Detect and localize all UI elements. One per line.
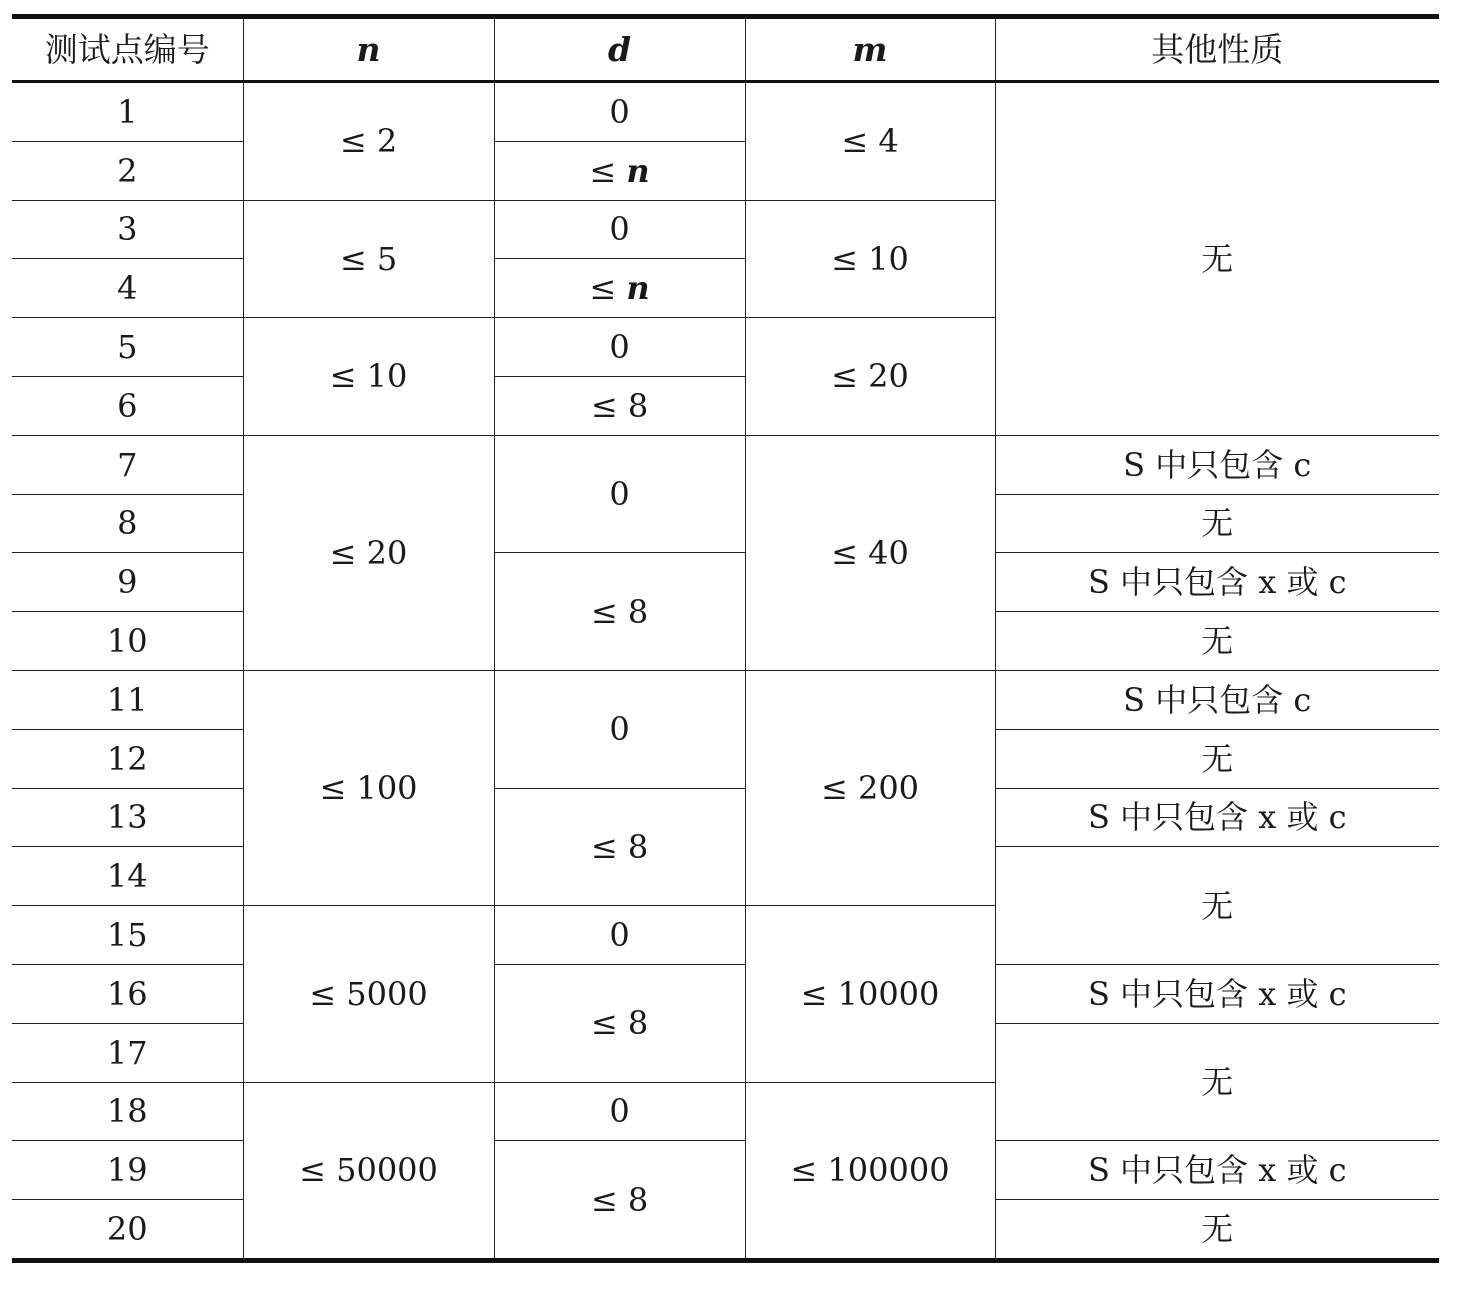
other-cell [995, 82, 1439, 436]
test-id-cell [12, 318, 243, 377]
test-id-cell-text: 4 [117, 269, 138, 308]
d-cell-text: ≤ 8 [590, 1180, 649, 1219]
d-cell-text: ≤ 8 [590, 1004, 649, 1043]
d-cell [494, 259, 745, 318]
m-cell [745, 435, 995, 670]
other-cell-text: 无 [1201, 504, 1234, 543]
m-cell [745, 318, 995, 436]
other-cell-text: S 中只包含 x 或 c [1087, 1151, 1347, 1190]
header-n: n [243, 17, 494, 82]
n-cell-text: ≤ 2 [339, 122, 398, 161]
m-cell-text: ≤ 10000 [800, 974, 940, 1013]
test-id-cell-text: 6 [117, 386, 138, 425]
n-cell [243, 435, 494, 670]
other-cell-text: 无 [1201, 1210, 1234, 1249]
m-cell [745, 200, 995, 318]
test-id-cell-text: 8 [117, 504, 138, 543]
d-cell-text: ≤ 8 [590, 592, 649, 631]
test-data-table [12, 14, 1439, 1263]
d-cell [494, 1082, 745, 1141]
d-cell-text: 0 [609, 210, 630, 249]
table-row [12, 670, 1439, 729]
n-cell-text: ≤ 5000 [309, 974, 428, 1013]
table-row [12, 82, 1439, 142]
other-cell-text: 无 [1201, 1063, 1234, 1102]
test-id-cell-text: 17 [106, 1033, 148, 1072]
test-id-cell [12, 1200, 243, 1261]
n-cell-text: ≤ 50000 [299, 1151, 438, 1190]
test-id-cell-text: 3 [117, 210, 138, 249]
n-cell [243, 82, 494, 201]
other-cell [995, 612, 1439, 671]
d-cell [494, 200, 745, 259]
d-cell [494, 435, 745, 553]
other-cell [995, 553, 1439, 612]
test-id-cell-text: 13 [106, 798, 148, 837]
test-id-cell [12, 141, 243, 200]
table-row [12, 435, 1439, 494]
var-n: n [626, 269, 650, 308]
header-d: d [494, 17, 745, 82]
d-cell [494, 376, 745, 435]
m-cell [745, 1082, 995, 1260]
table-body [12, 82, 1439, 1261]
d-cell-text: 0 [609, 916, 630, 955]
test-id-cell [12, 553, 243, 612]
table-row [12, 788, 1439, 847]
d-cell-text: ≤ 8 [590, 386, 649, 425]
m-cell-text: ≤ 20 [831, 357, 909, 396]
d-cell [494, 670, 745, 788]
d-cell-text: ≤ n [589, 269, 650, 308]
test-id-cell-text: 2 [117, 151, 138, 190]
other-cell-text: 无 [1201, 239, 1234, 278]
other-cell [995, 788, 1439, 847]
other-cell [995, 1023, 1439, 1141]
m-cell [745, 906, 995, 1082]
d-cell-text: 0 [609, 328, 630, 367]
header-test-id: 测试点编号 [12, 17, 243, 82]
table-row [12, 553, 1439, 612]
test-id-cell-text: 9 [117, 563, 138, 602]
d-cell [494, 141, 745, 200]
other-cell [995, 964, 1439, 1023]
n-cell [243, 670, 494, 905]
header-other: 其他性质 [995, 17, 1439, 82]
var-n: n [626, 151, 650, 190]
d-cell [494, 82, 745, 142]
d-cell [494, 906, 745, 965]
other-cell-text: 无 [1201, 886, 1234, 925]
test-id-cell-text: 12 [106, 739, 148, 778]
m-cell-text: ≤ 4 [841, 122, 899, 161]
d-cell-text: 0 [609, 475, 630, 514]
other-cell [995, 847, 1439, 965]
d-cell-text: ≤ n [589, 151, 650, 190]
n-cell [243, 1082, 494, 1260]
n-cell [243, 200, 494, 318]
test-id-cell [12, 847, 243, 906]
table-row [12, 1141, 1439, 1200]
other-cell-text: S 中只包含 x 或 c [1087, 798, 1347, 837]
test-id-cell [12, 200, 243, 259]
test-id-cell-text: 14 [106, 857, 148, 896]
m-cell-text: ≤ 10 [831, 239, 909, 278]
other-cell-text: S 中只包含 c [1123, 445, 1312, 484]
test-id-cell [12, 788, 243, 847]
test-id-cell [12, 494, 243, 553]
d-cell [494, 553, 745, 671]
d-cell [494, 964, 745, 1082]
m-cell-text: ≤ 200 [820, 769, 920, 808]
test-id-cell-text: 7 [117, 445, 138, 484]
other-cell [995, 729, 1439, 788]
d-cell-text: 0 [609, 92, 630, 131]
m-cell-text: ≤ 40 [831, 533, 909, 572]
n-cell-text: ≤ 20 [329, 533, 408, 572]
d-cell [494, 788, 745, 906]
table-row [12, 964, 1439, 1023]
test-id-cell [12, 729, 243, 788]
test-id-cell [12, 376, 243, 435]
test-id-cell [12, 1082, 243, 1141]
test-id-cell-text: 5 [117, 328, 138, 367]
d-cell-text: 0 [609, 710, 630, 749]
test-id-cell [12, 82, 243, 142]
test-id-cell [12, 964, 243, 1023]
test-id-cell [12, 1023, 243, 1082]
test-id-cell [12, 1141, 243, 1200]
d-cell [494, 1141, 745, 1261]
d-cell-text: 0 [609, 1092, 630, 1131]
n-cell [243, 318, 494, 436]
test-id-cell-text: 18 [106, 1092, 148, 1131]
other-cell-text: S 中只包含 c [1123, 680, 1312, 719]
other-cell [995, 435, 1439, 494]
other-cell [995, 1200, 1439, 1261]
n-cell-text: ≤ 5 [339, 239, 398, 278]
m-cell [745, 670, 995, 905]
test-id-cell-text: 11 [106, 680, 148, 719]
other-cell [995, 670, 1439, 729]
other-cell-text: 无 [1201, 622, 1234, 661]
d-cell [494, 318, 745, 377]
other-cell [995, 1141, 1439, 1200]
test-id-cell [12, 435, 243, 494]
table-wrapper [12, 14, 1439, 1263]
n-cell-text: ≤ 10 [329, 357, 408, 396]
test-id-cell-text: 16 [106, 974, 148, 1013]
header-row [12, 17, 1439, 82]
test-id-cell [12, 259, 243, 318]
test-id-cell-text: 10 [106, 622, 148, 661]
d-cell-text: ≤ 8 [590, 827, 649, 866]
test-id-cell [12, 612, 243, 671]
test-id-cell-text: 15 [106, 916, 148, 955]
n-cell [243, 906, 494, 1082]
other-cell-text: 无 [1201, 739, 1234, 778]
header-m: m [745, 17, 995, 82]
test-id-cell [12, 906, 243, 965]
m-cell [745, 82, 995, 201]
other-cell-text: S 中只包含 x 或 c [1087, 974, 1347, 1013]
m-cell-text: ≤ 100000 [790, 1151, 950, 1190]
other-cell-text: S 中只包含 x 或 c [1087, 563, 1347, 602]
other-cell [995, 494, 1439, 553]
test-id-cell-text: 20 [106, 1210, 148, 1249]
n-cell-text: ≤ 100 [319, 769, 418, 808]
test-id-cell-text: 19 [106, 1151, 148, 1190]
test-id-cell [12, 670, 243, 729]
test-id-cell-text: 1 [117, 92, 138, 131]
